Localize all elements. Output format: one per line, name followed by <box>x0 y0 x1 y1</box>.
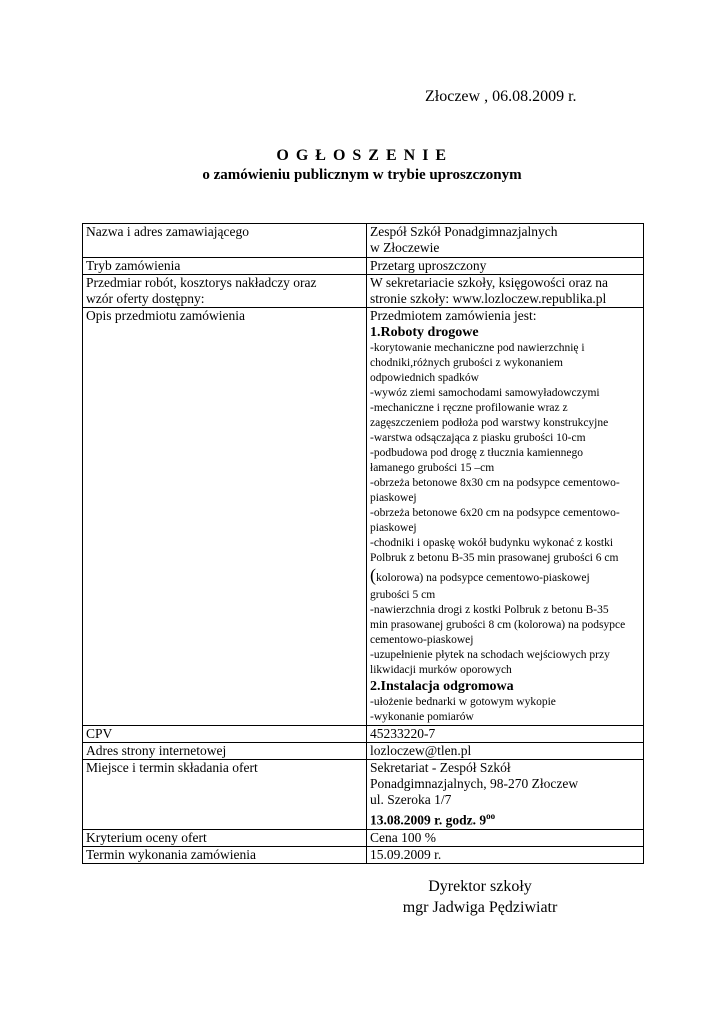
label-adres: Adres strony internetowej <box>83 743 367 760</box>
table-row-cpv <box>83 726 644 743</box>
label-termin: Termin wykonania zamówienia <box>83 846 367 863</box>
list-item: odpowiednich spadków <box>370 372 479 384</box>
deadline-text: 13.08.2009 r. godz. 9 <box>370 812 487 828</box>
list-item: -wykonanie pomiarów <box>370 711 474 723</box>
table-row-termin <box>83 846 644 863</box>
label-przedmiar-line-1: Przedmiar robót, kosztorys nakładczy oraz <box>86 275 317 290</box>
value-przedmiar <box>367 275 644 308</box>
list-item: cementowo-piaskowej <box>370 634 474 646</box>
list-item: -nawierzchnia drogi z kostki Polbruk z betonu B-35 <box>370 604 609 616</box>
value-cpv: 45233220-7 <box>367 726 644 743</box>
document-subtitle: o zamówieniu publicznym w trybie uproszczonym <box>202 167 522 183</box>
list-item: zagęszczeniem podłoża pod warstwy konstrukcyjne <box>370 417 609 429</box>
table-row-miejsce <box>83 760 644 830</box>
label-kryterium: Kryterium oceny ofert <box>83 829 367 846</box>
table-row-kryterium <box>83 829 644 846</box>
value-miejsce-deadline <box>370 808 640 829</box>
opis-section2-title: 2.Instalacja odgromowa <box>370 679 514 694</box>
table-row-nazwa <box>83 224 644 258</box>
table-row-adres <box>83 743 644 760</box>
list-item: łamanego grubości 15 –cm <box>370 462 495 474</box>
opis-section2-list <box>370 695 640 725</box>
list-item: -korytowanie mechaniczne pod nawierzchnię i <box>370 342 585 354</box>
label-cpv: CPV <box>83 726 367 743</box>
value-nazwa-line-2: w Złoczewie <box>370 240 440 255</box>
opis-intro: Przedmiotem zamówienia jest: <box>370 308 537 323</box>
opis-paren-text: kolorowa) na podsypce cementowo-piaskowej <box>376 572 590 584</box>
value-nazwa <box>367 224 644 258</box>
opis-paren: ( <box>370 565 376 585</box>
value-miejsce <box>367 760 644 830</box>
list-item: min prasowanej grubości 8 cm (kolorowa) na podsypce <box>370 619 626 631</box>
list-item: likwidacji murków oporowych <box>370 664 512 676</box>
value-kryterium: Cena 100 % <box>367 829 644 846</box>
list-item: piaskowej <box>370 522 417 534</box>
list-item: chodniki,różnych grubości z wykonaniem <box>370 357 563 369</box>
value-miejsce-line-3: ul. Szeroka 1/7 <box>370 792 452 807</box>
label-przedmiar <box>83 275 367 308</box>
deadline-sup: oo <box>486 811 496 821</box>
value-termin: 15.09.2009 r. <box>367 846 644 863</box>
table-row-opis <box>83 308 644 726</box>
document-title: O G Ł O S Z E N I E <box>276 147 448 164</box>
list-item: -mechaniczne i ręczne profilowanie wraz z <box>370 402 568 414</box>
list-item: -uzupełnienie płytek na schodach wejściowych przy <box>370 649 610 661</box>
label-miejsce: Miejsce i termin składania ofert <box>83 760 367 830</box>
value-opis <box>367 308 644 726</box>
list-item: -warstwa odsączająca z piasku grubości 10-cm <box>370 432 586 444</box>
opis-section1-title: 1.Roboty drogowe <box>370 325 479 340</box>
list-item: -ułożenie bednarki w gotowym wykopie <box>370 696 556 708</box>
list-item: -chodniki i opaskę wokół budynku wykonać z kostki <box>370 537 614 549</box>
announcement-table <box>82 223 644 864</box>
label-opis: Opis przedmiotu zamówienia <box>83 308 367 726</box>
list-item: -obrzeża betonowe 6x20 cm na podsypce cementowo- <box>370 507 620 519</box>
signature-name: mgr Jadwiga Pędziwiatr <box>402 899 558 916</box>
label-przedmiar-line-2: wzór oferty dostępny: <box>86 291 205 306</box>
list-item: -podbudowa pod drogę z tłucznia kamiennego <box>370 447 584 459</box>
table-row-tryb <box>83 258 644 275</box>
value-miejsce-line-2: Ponadgimnazjalnych, 98-270 Złoczew <box>370 776 579 791</box>
opis-paren-line <box>370 566 640 588</box>
label-nazwa: Nazwa i adres zamawiającego <box>83 224 367 258</box>
signature-block <box>380 876 580 918</box>
list-item: Polbruk z betonu B-35 min prasowanej grubości 6 cm <box>370 552 619 564</box>
date-line: Złoczew , 06.08.2009 r. <box>425 88 577 105</box>
value-nazwa-line-1: Zespół Szkół Ponadgimnazjalnych <box>370 224 558 239</box>
value-miejsce-line-1: Sekretariat - Zespół Szkół <box>370 760 511 775</box>
list-item: -wywóz ziemi samochodami samowyładowczymi <box>370 387 600 399</box>
value-przedmiar-line-1: W sekretariacie szkoły, księgowości oraz na <box>370 275 609 290</box>
value-tryb: Przetarg uproszczony <box>367 258 644 275</box>
signature-role: Dyrektor szkoły <box>428 878 532 895</box>
table-row-przedmiar <box>83 275 644 308</box>
opis-section1-list <box>370 341 640 566</box>
label-tryb: Tryb zamówienia <box>83 258 367 275</box>
list-item: -obrzeża betonowe 8x30 cm na podsypce cementowo- <box>370 477 620 489</box>
value-przedmiar-line-2: stronie szkoły: www.lozloczew.republika.pl <box>370 291 607 306</box>
value-adres: lozloczew@tlen.pl <box>367 743 644 760</box>
opis-section1-list-b <box>370 588 640 678</box>
list-item: grubości 5 cm <box>370 589 436 601</box>
list-item: piaskowej <box>370 492 417 504</box>
